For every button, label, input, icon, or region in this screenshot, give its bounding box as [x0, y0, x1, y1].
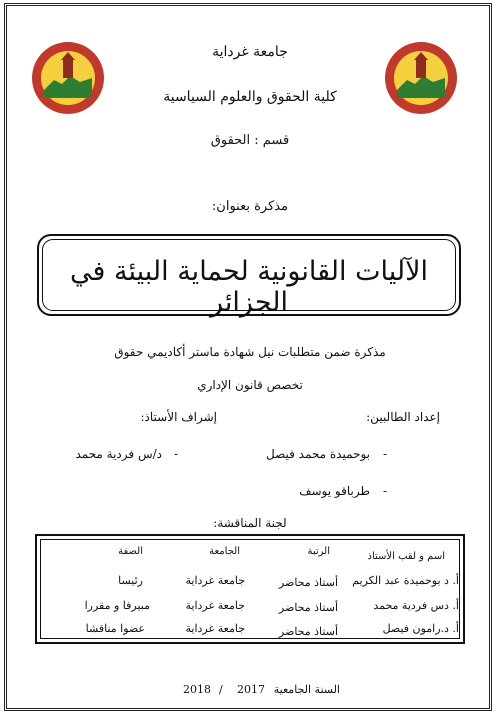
col-header-role: الصفة	[118, 546, 143, 557]
col-header-rank: الرتبة	[307, 546, 330, 557]
col-header-university: الجامعة	[209, 546, 240, 557]
committee-row-3-role: عضوا مناقشا	[85, 622, 145, 635]
department-name: قسم : الحقوق	[210, 133, 290, 148]
student-name-1-dash: -	[382, 447, 387, 461]
supervisor-name: د/س فردية محمد	[75, 447, 162, 461]
supervisor-dash: -	[173, 447, 178, 461]
committee-row-1-rank: أستاذ محاضر	[278, 576, 338, 589]
student-name-2-dash: -	[382, 484, 387, 498]
students-label: إعداد الطالبين:	[366, 410, 440, 424]
committee-row-2-rank: أستاذ محاضر	[278, 601, 338, 614]
committee-row-3-name: أ. د.رامون فيصل	[382, 622, 459, 635]
academic-year-start: 2017	[237, 683, 265, 696]
committee-table	[35, 534, 465, 644]
committee-row-2-role: مبيرفا و مقررا	[84, 599, 150, 612]
thesis-subtitle: مذكرة ضمن متطلبات نيل شهادة ماستر أكاديمي حقوق	[114, 345, 386, 359]
committee-label: لجنة المناقشة:	[213, 516, 287, 530]
committee-row-1-name: أ. د بوحميدة عبد الكريم	[352, 574, 459, 587]
col-header-name: اسم و لقب الأستاذ	[367, 551, 445, 562]
supervisor-label: إشراف الأستاذ:	[140, 410, 217, 424]
student-name-2: طرباقو يوسف	[299, 484, 370, 498]
specialty: تخصص قانون الإداري	[197, 378, 303, 392]
committee-row-3-rank: أستاذ محاضر	[278, 625, 338, 638]
academic-year-separator: /	[219, 683, 223, 696]
thesis-title-box	[37, 234, 461, 316]
thesis-title: الآليات القانونية لحماية البيئة في الجزائر	[69, 256, 428, 318]
academic-year-end: 2018	[183, 683, 211, 696]
committee-row-1-role: رئيسا	[118, 574, 143, 587]
university-name: جامعة غرداية	[212, 44, 288, 60]
memo-label: مذكرة بعنوان:	[211, 199, 289, 214]
committee-row-2-university: جامعة غرداية	[185, 599, 245, 612]
committee-row-1-university: جامعة غرداية	[185, 574, 245, 587]
faculty-name: كلية الحقوق والعلوم السياسية	[163, 89, 337, 105]
academic-year-label: السنة الجامعية	[273, 683, 340, 696]
committee-row-3-university: جامعة غرداية	[185, 622, 245, 635]
committee-row-2-name: أ. دس فردية محمد	[373, 599, 459, 612]
student-name-1: بوحميدة محمد فيصل	[266, 447, 370, 461]
